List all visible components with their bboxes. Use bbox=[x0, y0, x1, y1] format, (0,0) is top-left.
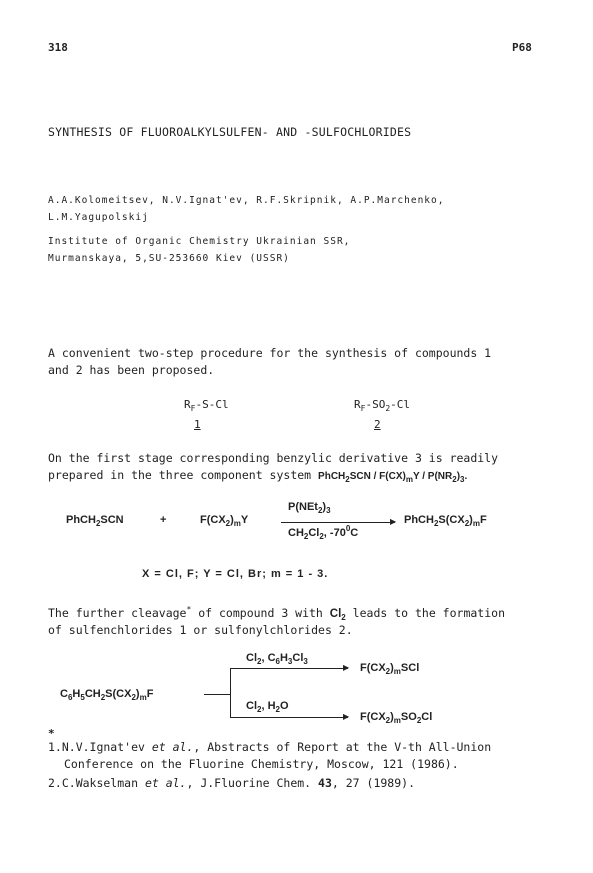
abstract-code: P68 bbox=[512, 41, 532, 54]
compound-1-formula: $R_F-S-Cl$ bbox=[184, 398, 229, 413]
page-number: 318 bbox=[48, 41, 68, 54]
paragraph-1-line-2: and 2 has been proposed. bbox=[48, 363, 215, 377]
reaction-1-arrow bbox=[281, 522, 395, 523]
reaction-1-arrowhead: ▶ bbox=[390, 517, 397, 526]
compound-2-formula: $R_F-SO_2-Cl$ bbox=[354, 398, 411, 413]
paragraph-2-line-2: prepared in the three component system PhCH$_2$SCN / $F(CX)_mY / P(NR_2)_3$. bbox=[48, 468, 468, 484]
reaction-1-condition-bottom: $CH_2Cl_2$, $-70^0C$ bbox=[288, 524, 359, 541]
reaction-2-arrowhead-top: ▶ bbox=[343, 663, 350, 672]
reference-1-line-1: 1.N.V.Ignat'ev et al., Abstracts of Report at the V-th All-Union bbox=[48, 740, 492, 754]
reaction-2-arrow-top bbox=[230, 668, 348, 669]
reaction-2-product-bottom: $F(CX_2)_mSO_2Cl$ bbox=[360, 711, 433, 725]
substituent-definitions: X = Cl, F; Y = Cl, Br; m = 1 - 3. bbox=[142, 568, 329, 580]
affiliation-line-1: Institute of Organic Chemistry Ukrainian SSR, bbox=[48, 236, 351, 247]
reaction-1-product: $PhCH_2S(CX_2)_mF$ bbox=[404, 514, 487, 528]
reaction-1-reagent-1: PhCH$_2$SCN bbox=[66, 514, 124, 528]
authors-line-2: L.M.Yagupolskij bbox=[48, 212, 149, 223]
affiliation-line-2: Murmanskaya, 5,SU-253660 Kiev (USSR) bbox=[48, 253, 290, 264]
reference-2: 2.C.Wakselman et al., J.Fluorine Chem. 43, 27 (1989). bbox=[48, 776, 415, 790]
reaction-2-condition-bottom: $Cl_2$, $H_2O$ bbox=[246, 700, 289, 714]
paragraph-2-line-1: On the first stage corresponding benzylic derivative 3 is readily bbox=[48, 451, 499, 465]
reaction-1-condition-top: $P(NEt_2)_3$ bbox=[288, 501, 331, 515]
paragraph-3-line-1: The further cleavage* of compound 3 with $Cl_2$ leads to the formation bbox=[48, 605, 505, 622]
reaction-2-branch-stem bbox=[204, 694, 230, 695]
reference-1-line-2: Conference on the Fluorine Chemistry, Moscow, 121 (1986). bbox=[64, 757, 459, 771]
compound-2-number: 2 bbox=[374, 418, 381, 431]
reaction-2-branch-vertical bbox=[230, 668, 231, 718]
reaction-2-arrow-bottom bbox=[230, 717, 348, 718]
footnote-marker: * bbox=[48, 727, 55, 740]
reaction-2-product-top: $F(CX_2)_mSCl$ bbox=[360, 662, 420, 676]
paper-title: SYNTHESIS OF FLUOROALKYLSULFEN- AND -SULFOCHLORIDES bbox=[48, 125, 412, 139]
authors-line-1: A.A.Kolomeitsev, N.V.Ignat'ev, R.F.Skripnik, A.P.Marchenko, bbox=[48, 195, 445, 206]
paragraph-1-line-1: A convenient two-step procedure for the synthesis of compounds 1 bbox=[48, 346, 492, 360]
reaction-1-plus: + bbox=[160, 514, 167, 526]
paragraph-3-line-2: of sulfenchlorides 1 or sulfonylchlorides 2. bbox=[48, 623, 353, 637]
compound-1-number: 1 bbox=[194, 418, 201, 431]
reaction-2-arrowhead-bottom: ▶ bbox=[343, 712, 350, 721]
reaction-2-starting-material: $C_6H_5CH_2S(CX_2)_mF$ bbox=[60, 688, 154, 702]
reaction-1-reagent-2: $F(CX_2)_mY$ bbox=[200, 514, 249, 528]
reaction-2-condition-top: $Cl_2$, $C_6H_3Cl_3$ bbox=[246, 652, 308, 666]
